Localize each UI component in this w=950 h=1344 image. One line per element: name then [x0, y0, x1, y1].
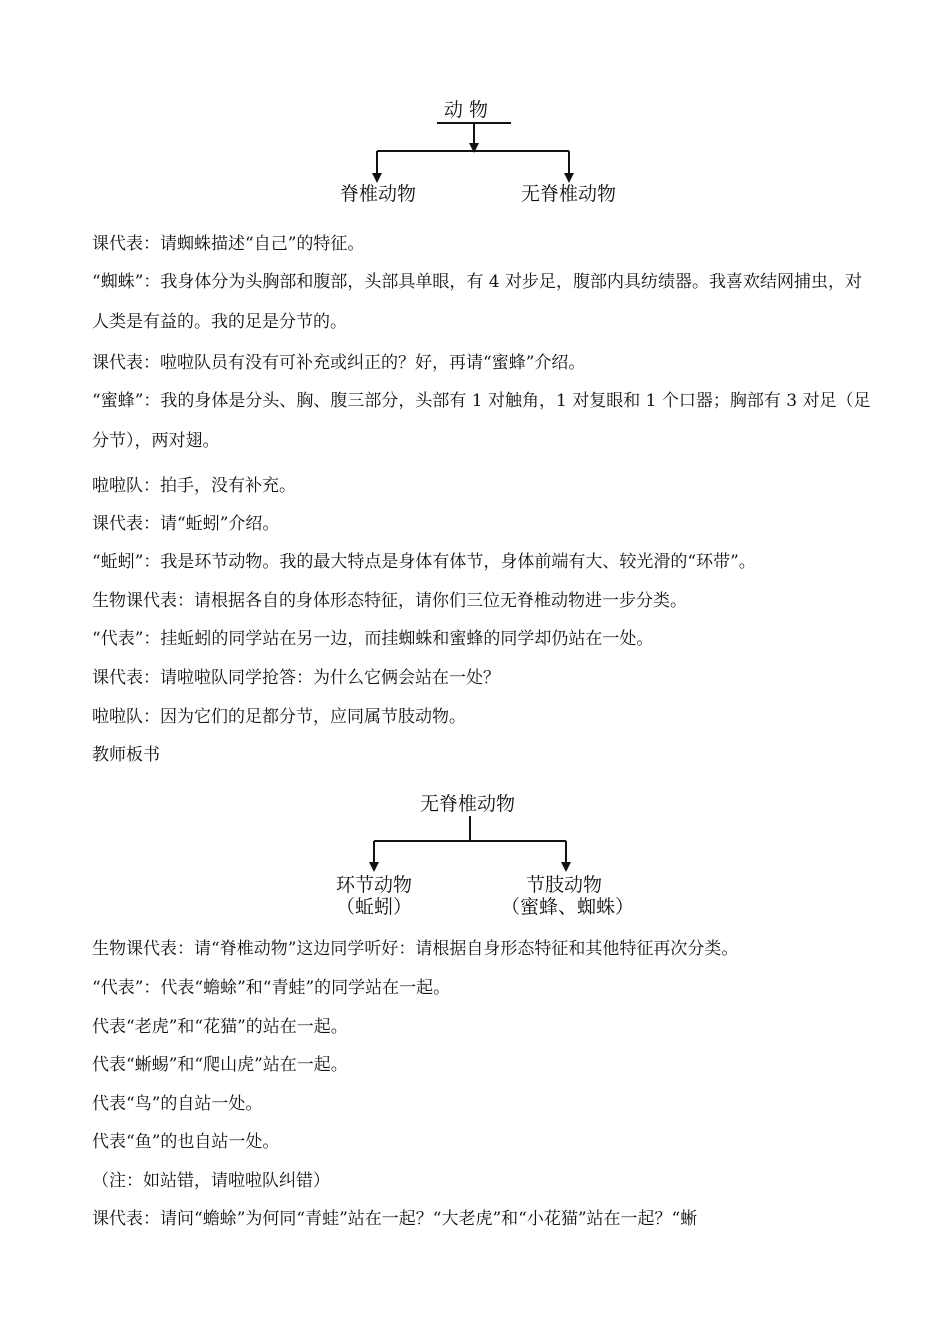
paragraph: 生物课代表：请“脊椎动物”这边同学听好：请根据自身形态特征和其他特征再次分类。 — [92, 939, 739, 959]
classification-diagram-invertebrates — [0, 790, 950, 920]
diagram-left-sublabel: （蚯蚓） — [336, 896, 413, 918]
paragraph: 课代表：啦啦队员有没有可补充或纠正的？好，再请“蜜蜂”介绍。 — [92, 353, 586, 373]
paragraph: 代表“蜥蜴”和“爬山虎”站在一起。 — [92, 1055, 348, 1075]
diagram-root-label: 动 物 — [444, 99, 489, 121]
diagram-right-label: 节肢动物 — [526, 874, 603, 896]
paragraph: 课代表：请“蚯蚓”介绍。 — [92, 514, 280, 534]
paragraph: “蜜蜂”：我的身体是分头、胸、腹三部分，头部有 1 对触角，1 对复眼和 1 个口器；胸部有 3 对足（足分节），两对翅。 — [92, 391, 871, 451]
classification-diagram-animals — [0, 95, 950, 210]
diagram-left-label: 脊椎动物 — [340, 183, 417, 205]
diagram-right-sublabel: （蜜蜂、蜘蛛） — [501, 896, 635, 918]
section-label: 教师板书 — [92, 745, 160, 765]
paragraph: 啦啦队：因为它们的足都分节，应同属节肢动物。 — [92, 707, 466, 727]
paragraph: “代表”：代表“蟾蜍”和“青蛙”的同学站在一起。 — [92, 978, 451, 998]
paragraph: 啦啦队：拍手，没有补充。 — [92, 476, 296, 496]
diagram-right-label: 无脊椎动物 — [521, 183, 617, 205]
paragraph: “代表”：挂蚯蚓的同学站在另一边，而挂蜘蛛和蜜蜂的同学却仍站在一处。 — [92, 629, 654, 649]
paragraph: 课代表：请蜘蛛描述“自己”的特征。 — [92, 234, 365, 254]
paragraph: 生物课代表：请根据各自的身体形态特征，请你们三位无脊椎动物进一步分类。 — [92, 591, 687, 611]
paragraph: 代表“鱼”的也自站一处。 — [92, 1132, 280, 1152]
paragraph: “蚯蚓”：我是环节动物。我的最大特点是身体有体节，身体前端有大、较光滑的“环带”。 — [92, 552, 756, 572]
paragraph: 代表“老虎”和“花猫”的站在一起。 — [92, 1017, 348, 1037]
note: （注：如站错，请啦啦队纠错） — [92, 1171, 330, 1191]
paragraph: 代表“鸟”的自站一处。 — [92, 1094, 263, 1114]
paragraph: 课代表：请啦啦队同学抢答：为什么它俩会站在一处？ — [92, 668, 500, 688]
paragraph: “蜘蛛”：我身体分为头胸部和腹部，头部具单眼，有 4 对步足，腹部内具纺绩器。我喜欢结网捕虫，对人类是有益的。我的足是分节的。 — [92, 272, 863, 332]
diagram-root-label: 无脊椎动物 — [420, 793, 516, 815]
paragraph: 课代表：请问“蟾蜍”为何同“青蛙”站在一起？“大老虎”和“小花猫”站在一起？“蜥 — [92, 1209, 698, 1229]
diagram-left-label: 环节动物 — [336, 874, 413, 896]
